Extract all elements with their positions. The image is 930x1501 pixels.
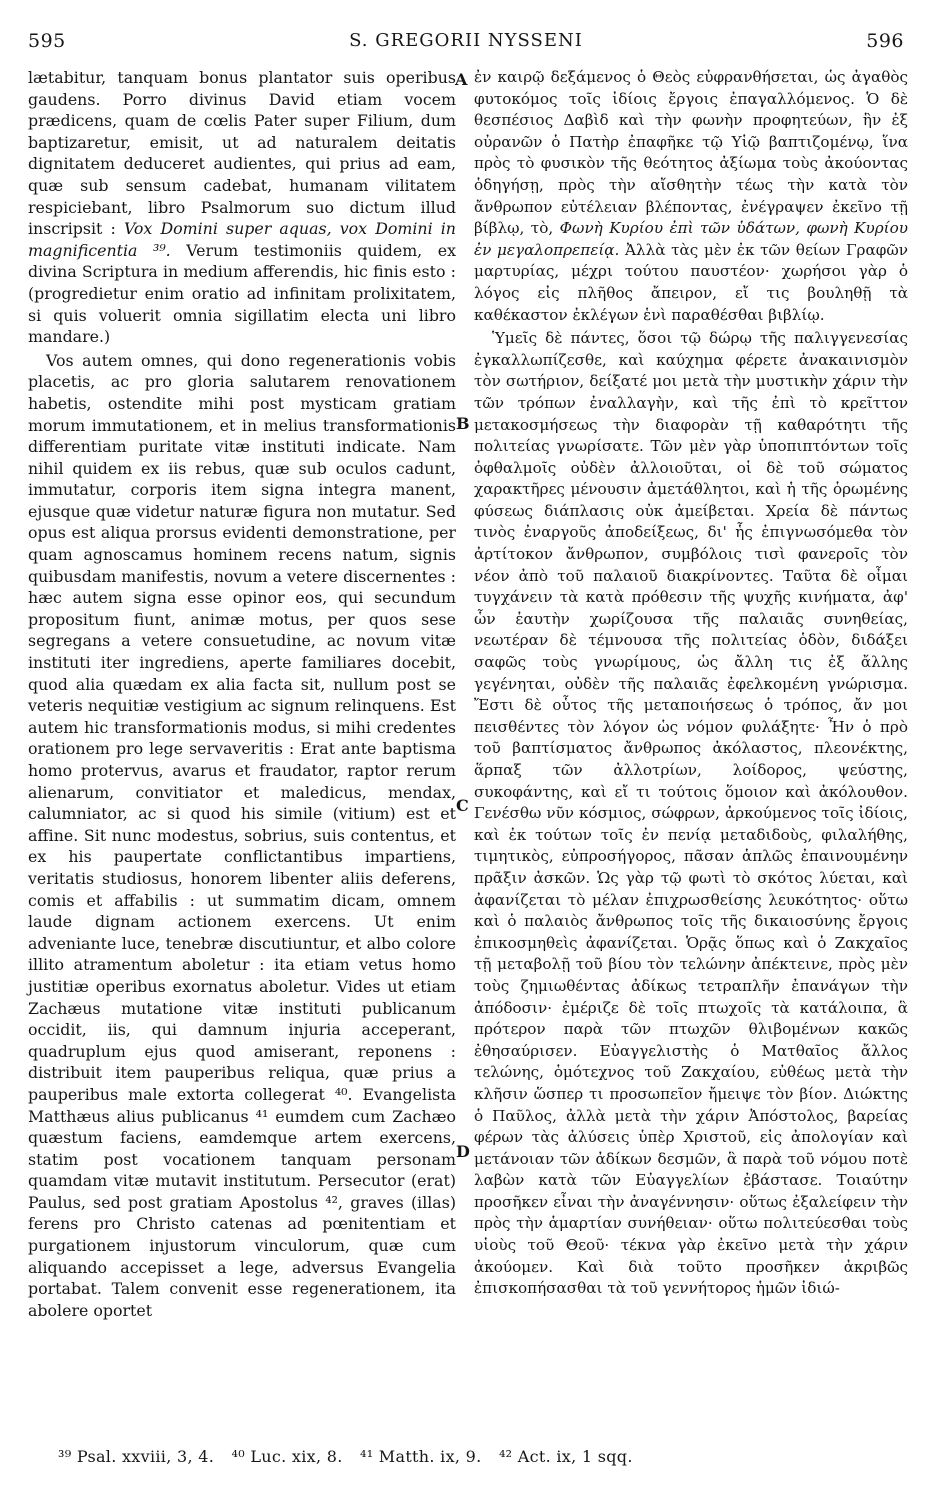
greek-p1-text: ἐν καιρῷ δεξάμενος ὁ Θεὸς εὐφρανθήσεται, ὡς ἀγαθὸς φυτοκόμος τοῖς ἰδίοις ἔργοις ἐπαγαλλόμενος. Ὁ δὲ θεσπέσιος Δαβὶδ καὶ τὴν φωνὴν προφητεύων, ἣν ἐξ οὐρανῶν ὁ Πατὴρ ἐπαφῆκε τῷ Υἱῷ βαπτιζομένῳ, ἵνα πρὸς τὸ φυσικὸν τῆς θεότητος ἀξίωμα τοὺς ἀκούοντας ὁδηγήσῃ, πρὸς τὴν αἴσθητὴν τέως τὴν κατὰ τὸν ἄνθρωπον εὐτέλειαν βλέποντας, ἐνέγραψεν ἐκεῖνο τῇ βίβλῳ, τὸ,	[474, 68, 908, 238]
section-marker-c: C	[456, 796, 469, 815]
greek-paragraph-1	[474, 67, 908, 326]
page-header	[28, 30, 904, 56]
latin-paragraph-2: Vos autem omnes, qui dono regenerationis vobis placetis, ac pro gloria salutarem renovationem habetis, ostendite mihi post mysticam gratiam morum immutationem, et in melius transformationis differentiam puritate vitæ instituti indicate. Nam nihil quidem ex iis rebus, quæ sub oculos cadunt, immutatur, corporis item signa integra manent, ejusque quæ videtur naturæ figura non mutatur. Sed opus est aliqua prorsus evidenti demonstratione, per quam agnoscamus hominem recens natum, signis quibusdam manifestis, novum a vetere discernentes : hæc autem signa esse opinor eos, qui secundum propositum fiunt, animæ motus, per quos sese segregans a vetere consuetudine, ac novum vitæ instituti iter ingrediens, aperte familiares docebit, quod alia quædam ex alia facta sit, nullum post se veteris nequitiæ vestigium ac signum relinquens. Est autem hic transformationis modus, si mihi credentes orationem pro lege servaveritis : Erat ante baptisma homo protervus, avarus et fraudator, raptor rerum alienarum, convitiator et maledicus, mendax, calumniator, ac si quod his simile (vitium) est et affine. Sit nunc modestus, sobrius, suis contentus, et ex his paupertate conflictantibus impartiens, veritatis studiosus, honorem libenter aliis deferens, comis et affabilis : ut summatim dicam, omnem laude dignam actionem exercens. Ut enim adveniante luce, tenebræ discutiuntur, et albo colore illito atramentum aboletur : ita etiam vetus homo justitiæ operibus exornatus aboletur. Vides ut etiam Zachæus mutatione vitæ instituti publicanum occidit, iis, qui damnum injuria acceperant, quadruplum ejus quod amiserant, reponens : distribuit item pauperibus reliqua, quæ prius a pauperibus male extorta collegerat ⁴⁰. Evangelista Matthæus alius publicanus ⁴¹ eumdem cum Zachæo quæstum faciens, eamdemque artem exercens, statim post vocationem tanquam personam quamdam vitæ mutavit institutum. Persecutor (erat) Paulus, sed post gratiam Apostolus ⁴², graves (illas) ferens pro Christo catenas ad pœnitentiam et purgationem injustorum vinculorum, quæ cum aliquando accepisset a lege, adversus Evangelia portabat. Talem convenit esse regenerationem, ita abolere oportet	[28, 350, 456, 1320]
greek-column	[474, 67, 908, 1300]
running-title: S. GREGORII NYSSENI	[349, 30, 583, 51]
greek-paragraph-2: Ὑμεῖς δὲ πάντες, ὅσοι τῷ δώρῳ τῆς παλιγγενεσίας ἐγκαλλωπίζεσθε, καὶ καύχημα φέρετε ἀνακαινισμὸν τὸν σωτήριον, δείξατέ μοι μετὰ τὴν μυστικὴν χάριν τὴν τῶν τρόπων ἐναλλαγὴν, καὶ τῆς ἐπὶ τὸ κρεῖττον μετακοσμήσεως τὴν διαφορὰν τῇ καθαρότητι τῆς πολιτείας γνωρίσατε. Τῶν μὲν γὰρ ὑποπιπτόντων τοῖς ὀφθαλμοῖς οὐδὲν ἀλλοιοῦται, οἱ δὲ τοῦ σώματος χαρακτῆρες μένουσιν ἀμετάθλητοι, καὶ ἡ τῆς ὁρωμένης φύσεως διάπλασις οὐκ ἀμείβεται. Χρεία δὲ πάντως τινὸς ἐναργοῦς ἀποδείξεως, δι' ἧς ἐπιγνωσόμεθα τὸν ἀρτίτοκον ἄνθρωπον, συμβόλοις τισὶ φανεροῖς τὸν νέον ἀπὸ τοῦ παλαιοῦ διακρίνοντες. Ταῦτα δὲ οἶμαι τυγχάνειν τὰ κατὰ πρόθεσιν τῆς ψυχῆς κινήματα, ἀφ' ὧν ἑαυτὴν χωρίζουσα τῆς παλαιᾶς συνηθείας, νεωτέραν δὲ τέμνουσα τῆς πολιτείας ὁδὸν, διδάξει σαφῶς τοὺς γνωρίμους, ὡς ἄλλη τις ἐξ ἄλλης γεγένηται, οὐδὲν τῆς παλαιᾶς ἐφελκομένη γνώρισμα. Ἔστι δὲ οὗτος τῆς μεταποιήσεως ὁ τρόπος, ἄν μοι πεισθέντες τὸν λόγον ὡς νόμον φυλάξητε· Ἦν ὁ πρὸ τοῦ βαπτίσματος ἄνθρωπος ἀκόλαστος, πλεονέκτης, ἅρπαξ τῶν ἀλλοτρίων, λοίδορος, ψεύστης, συκοφάντης, καὶ εἴ τι τούτοις ὅμοιον καὶ ἀκόλουθον. Γενέσθω νῦν κόσμιος, σώφρων, ἀρκούμενος τοῖς ἰδίοις, καὶ ἐκ τούτων τοῖς ἐν πενίᾳ μεταδιδοὺς, φιλαλήθης, τιμητικὸς, εὐπροσήγορος, πᾶσαν ἁπλῶς ἐπαινουμένην πρᾶξιν ἀσκῶν. Ὡς γὰρ τῷ φωτὶ τὸ σκότος λύεται, καὶ ἀφανίζεται τὸ μέλαν ἐπιχρωσθείσης λευκότητος· οὕτω καὶ ὁ παλαιὸς ἄνθρωπος τοῖς τῆς δικαιοσύνης ἔργοις ἐπικοσμηθεὶς ἀφανίζεται. Ὁρᾷς ὅπως καὶ ὁ Ζακχαῖος τῇ μεταβολῇ τοῦ βίου τὸν τελώνην ἀπέκτεινε, πρὸς μὲν τοὺς ζημιωθέντας ἀδίκως τετραπλῆν ἐπανάγων τὴν ἀπόδοσιν· ἐμέριζε δὲ τοῖς πτωχοῖς τὰ κατάλοιπα, ἃ πρότερον παρὰ τῶν πτωχῶν θλιβομένων κακῶς ἐθησαύρισεν. Εὐαγγελιστὴς ὁ Ματθαῖος ἄλλος τελώνης, ὁμότεχνος τοῦ Ζακχαίου, εὐθέως μετὰ τὴν κλῆσιν ὥσπερ τι προσωπεῖον ἤμειψε τὸν βίον. Διώκτης ὁ Παῦλος, ἀλλὰ μετὰ τὴν χάριν Ἀπόστολος, βαρείας φέρων τὰς ἀλύσεις ὑπὲρ Χριστοῦ, εἰς ἀπολογίαν καὶ μετάνοιαν τῶν ἀδίκων δεσμῶν, ἃ παρὰ τοῦ νόμου ποτὲ λαβὼν κατὰ τῶν Εὐαγγελίων ἐβάστασε. Τοιαύτην προσῆκεν εἶναι τὴν ἀναγέννησιν· οὕτως ἐξαλείφειν τὴν πρὸς τὴν ἁμαρτίαν συνήθειαν· οὕτω πολιτεύεσθαι τοὺς υἱοὺς τοῦ Θεοῦ· τέκνα γὰρ ἐκεῖνο μετὰ τὴν χάριν ἀκούομεν. Καὶ διὰ τοῦτο προσῆκεν ἀκριβῶς ἐπισκοπήσασθαι τὰ τοῦ γεννήτορος ἡμῶν ἰδιώ-	[474, 329, 908, 1298]
latin-column	[28, 67, 456, 1321]
footnote-40: ⁴⁰ Luc. xix, 8.	[231, 1447, 343, 1466]
footnote-39: ³⁹ Psal. xxviii, 3, 4.	[58, 1447, 215, 1466]
page-number-right: 596	[866, 30, 904, 52]
section-marker-a: A	[455, 70, 468, 89]
footnote-41: ⁴¹ Matth. ix, 9.	[359, 1447, 482, 1466]
greek-p1-quote: Φωνὴ Κυρίου ἐπὶ τῶν ὑδάτων, φωνὴ Κυρίου ἐν μεγαλοπρεπείᾳ.	[474, 219, 908, 259]
footnote-42: ⁴² Act. ix, 1 sqq.	[498, 1447, 633, 1466]
latin-p1-quote: Vox Domini super aquas, vox Domini in magnificentia ³⁹.	[28, 219, 456, 260]
section-marker-b: B	[456, 414, 470, 433]
latin-p1-text: lætabitur, tanquam bonus plantator suis operibus gaudens. Porro divinus David etiam vocem prædicens, quam de cœlis Pater super Filium, dum baptizaretur, emisit, ut ad naturalem deitatis dignitatem deduceret audientes, qui prius ad eam, quæ sub sensum cadebat, humanam vilitatem respiciebant, libro Psalmorum suo dictum illud inscripsit :	[28, 68, 456, 239]
section-marker-d: D	[456, 1142, 470, 1161]
latin-p1-text-2: Verum testimoniis quidem, ex divina Scriptura in medium afferendis, hic finis esto : (progredietur enim oratio ad infinitam prolixitatem, si quis voluerit omnia sigillatim electa uni libro mandare.)	[28, 240, 456, 347]
greek-p1-text-2: Ἀλλὰ τὰς μὲν ἐκ τῶν θείων Γραφῶν μαρτυρίας, μέχρι τούτου παυστέον· χωρήσοι γὰρ ὁ λόγος εἰς πλῆθος ἄπειρον, εἴ τις βουληθῇ τὰ καθέκαστον ἐκλέγων ἑνὶ παραθέσθαι βιβλίῳ.	[474, 240, 908, 324]
page-number-left: 595	[28, 30, 66, 52]
footnotes	[58, 1447, 898, 1466]
latin-paragraph-1	[28, 67, 456, 348]
